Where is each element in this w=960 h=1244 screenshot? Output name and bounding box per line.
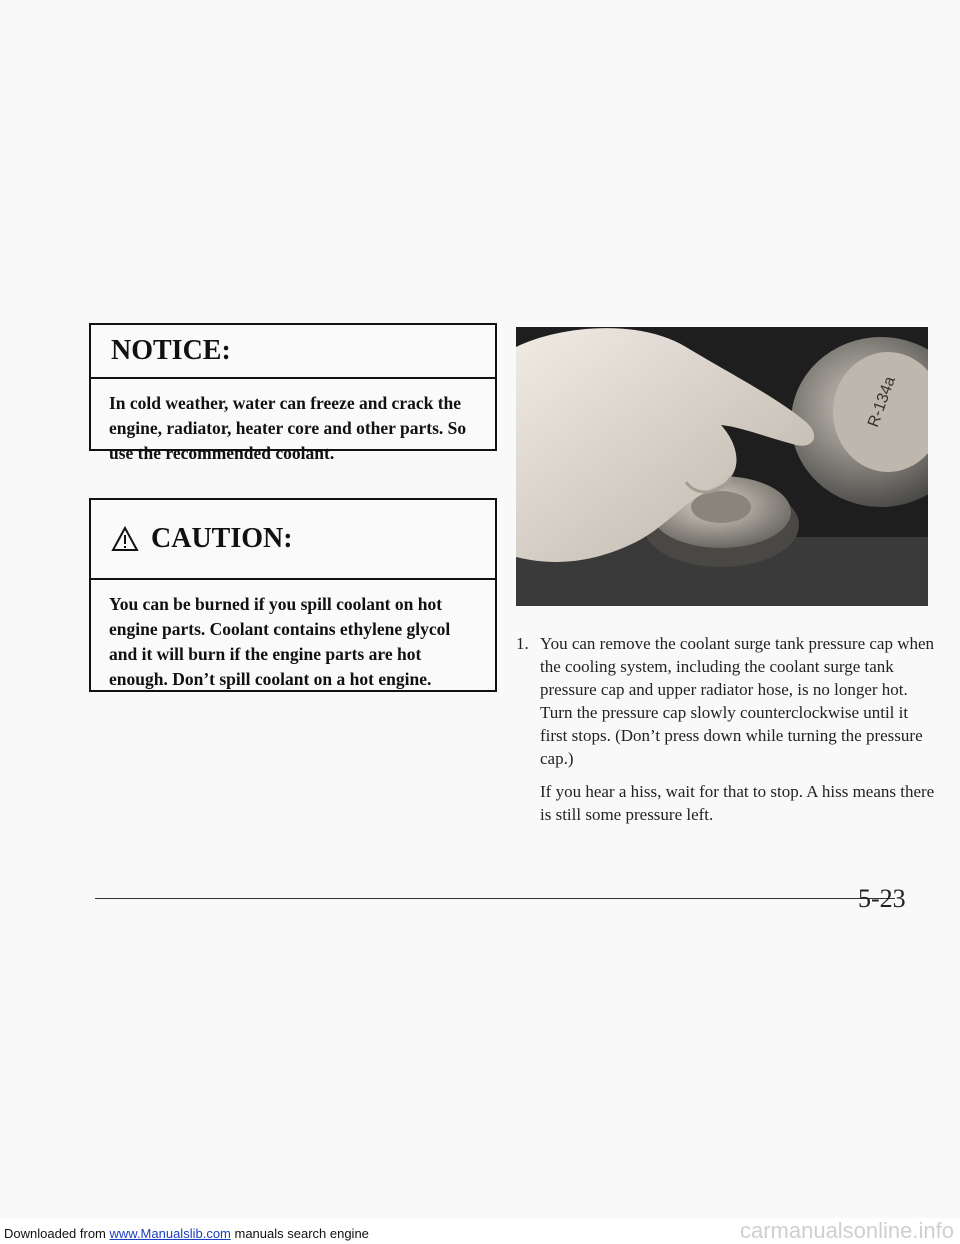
caution-body: You can be burned if you spill coolant on hot engine parts. Coolant contains ethylene glycol and it will burn if the engine parts are hot enough. Don’t spill coolant on a hot engine. [109, 594, 451, 689]
warning-triangle-icon [111, 525, 139, 553]
footer-rule [95, 898, 895, 899]
watermark: carmanualsonline.info [739, 1218, 954, 1243]
caution-title: CAUTION: [151, 523, 293, 554]
credit-prefix: Downloaded from [4, 1226, 110, 1241]
page-number: 5-23 [858, 884, 906, 913]
step-text: You can remove the coolant surge tank pressure cap when the cooling system, including the coolant surge tank pressure cap and upper radiator hose, is no longer hot. Turn the pressure cap slowly counterclockwise until it first stops. (Don’t press down while turning the pressure cap.) [540, 634, 935, 768]
caution-box [89, 498, 497, 692]
manualslib-link[interactable]: www.Manualslib.com [109, 1226, 231, 1241]
caution-header [91, 500, 495, 580]
notice-body: In cold weather, water can freeze and crack the engine, radiator, heater core and other parts. So use the recommended coolant. [109, 393, 467, 463]
credit-suffix: manuals search engine [230, 1226, 369, 1241]
notice-box [89, 323, 497, 463]
notice-title: NOTICE: [91, 325, 495, 379]
instruction-text [516, 632, 936, 826]
pressure-cap-photo [516, 327, 928, 606]
download-credit [4, 1226, 369, 1241]
step-followup: If you hear a hiss, wait for that to stop. A hiss means there is still some pressure left. [540, 782, 935, 824]
step-number: 1. [516, 634, 529, 653]
photo-cap-label: R-134a [865, 374, 899, 430]
step-item [516, 632, 936, 770]
